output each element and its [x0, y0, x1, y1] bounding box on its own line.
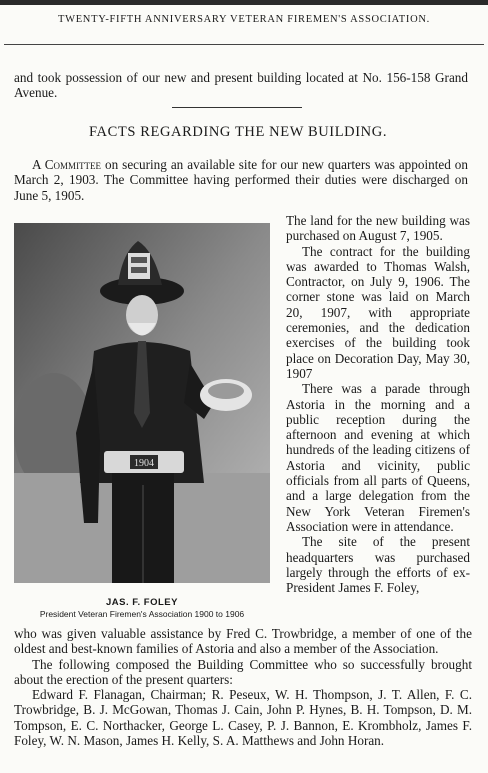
committee-paragraph-body: on securing an available site for our new quarters was appointed on March 2, 1903. The Committee having performed their duties were discharged on June 5, 1905.: [14, 157, 468, 203]
contract-paragraph: The contract for the building was awarded to Thomas Walsh, Contractor, on July 9, 1906. The corner stone was laid on March 20, 1907, with appropriate ceremonies, and the dedication exercises of the building took place on Decoration Day, May 30, 1907: [286, 243, 470, 381]
section-title: FACTS REGARDING THE NEW BUILDING.: [88, 124, 388, 140]
right-column: [286, 213, 470, 595]
committee-paragraph: [14, 157, 468, 203]
running-header: TWENTY-FIFTH ANNIVERSARY VETERAN FIREMEN'S ASSOCIATION.: [57, 14, 431, 25]
top-border-bar: [0, 0, 488, 5]
parade-paragraph: There was a parade through Astoria in the morning and a public reception during the afternoon and evening at which hundreds of the leading citizens of Astoria and vicinity, public officials from all parts of Queens, and a large delegation from the New York Veteran Firemen's Association were in attendance.: [286, 381, 470, 534]
section-divider: [172, 107, 302, 108]
intro-paragraph: and took possession of our new and present building located at No. 156-158 Grand Avenue.: [14, 70, 468, 101]
site-paragraph-start: The site of the present headquarters was purchased largely through the efforts of ex-President James F. Foley,: [286, 534, 470, 596]
fireman-portrait-image: [14, 223, 270, 583]
portrait-photo: [14, 223, 270, 583]
land-paragraph: The land for the new building was purchased on August 7, 1905.: [286, 213, 470, 244]
bottom-text-block: [14, 626, 472, 748]
building-committee-members: Edward F. Flanagan, Chairman; R. Peseux, W. H. Thompson, J. T. Allen, F. C. Trowbridge, B. J. McGowan, Thomas J. Cain, John P. Hynes, B. H. Tompson, D. M. Tompson, E. C. Northacker, George L. Casey, P. J. Bannon, E. Krombholz, James F. Foley, W. N. Mason, James H. Kelly, S. A. Matthews and John Horan.: [14, 687, 472, 749]
belt-buckle-label: 1904: [134, 458, 154, 469]
lead-in-small-caps: A Committee: [32, 157, 102, 172]
photo-caption-title: President Veteran Firemen's Association 1900 to 1906: [39, 609, 245, 619]
site-paragraph-end: who was given valuable assistance by Fred C. Trowbridge, a member of one of the oldest and best-known families of Astoria and also a member of the Association.: [14, 626, 472, 657]
building-committee-intro: The following composed the Building Committee who so successfully brought about the erection of the present quarters:: [14, 656, 472, 687]
header-rule: [4, 44, 484, 45]
photo-caption-name: JAS. F. FOLEY: [106, 597, 178, 608]
